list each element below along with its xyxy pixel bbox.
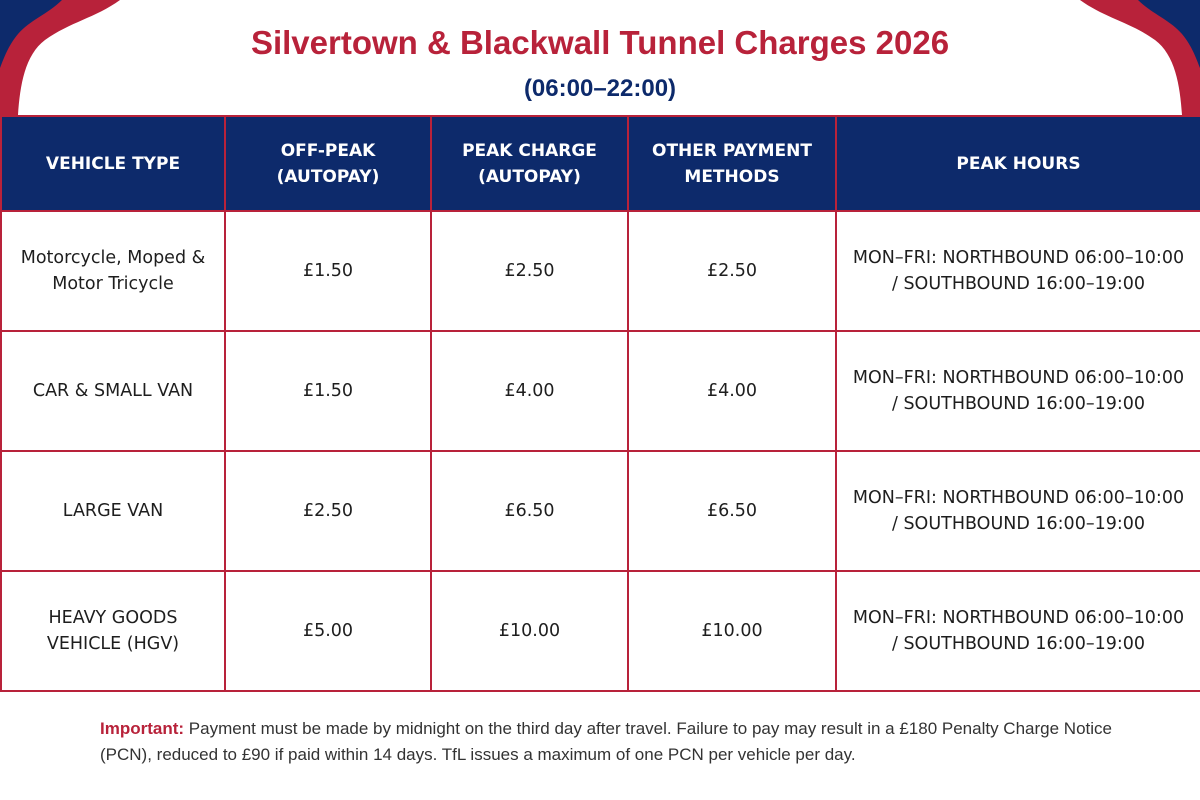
charges-table xyxy=(0,115,1200,692)
important-label: Important: xyxy=(100,719,185,738)
table-row xyxy=(1,571,1200,691)
cell-peak-charge: £2.50 xyxy=(431,211,628,331)
table-row xyxy=(1,331,1200,451)
cell-off-peak: £1.50 xyxy=(225,331,431,451)
page-subtitle: (06:00–22:00) xyxy=(523,75,677,102)
table-row xyxy=(1,451,1200,571)
table-header-row xyxy=(1,116,1200,211)
cell-peak-charge: £4.00 xyxy=(431,331,628,451)
cell-peak-hours: MON–FRI: NORTHBOUND 06:00–10:00 / SOUTHBOUND 16:00–19:00 xyxy=(836,571,1200,691)
header-other-payment: OTHER PAYMENT METHODS xyxy=(628,116,836,211)
cell-peak-hours: MON–FRI: NORTHBOUND 06:00–10:00 / SOUTHBOUND 16:00–19:00 xyxy=(836,211,1200,331)
header-off-peak: OFF-PEAK (AUTOPAY) xyxy=(225,116,431,211)
header-peak-hours: PEAK HOURS xyxy=(836,116,1200,211)
cell-off-peak: £5.00 xyxy=(225,571,431,691)
table-row xyxy=(1,211,1200,331)
cell-other-payment: £10.00 xyxy=(628,571,836,691)
cell-vehicle-type: Motorcycle, Moped & Motor Tricycle xyxy=(1,211,225,331)
important-text: Payment must be made by midnight on the third day after travel. Failure to pay may result in a £180 Penalty Charge Notice (PCN), reduced to £90 if paid within 14 days. TfL issues a maximum of one PCN per vehicle per day. xyxy=(100,719,1112,764)
cell-off-peak: £1.50 xyxy=(225,211,431,331)
header-peak-charge: PEAK CHARGE (AUTOPAY) xyxy=(431,116,628,211)
cell-peak-charge: £10.00 xyxy=(431,571,628,691)
cell-other-payment: £6.50 xyxy=(628,451,836,571)
page-title: Silvertown & Blackwall Tunnel Charges 2026 xyxy=(250,24,950,61)
important-notice xyxy=(100,716,1130,768)
cell-off-peak: £2.50 xyxy=(225,451,431,571)
cell-peak-hours: MON–FRI: NORTHBOUND 06:00–10:00 / SOUTHBOUND 16:00–19:00 xyxy=(836,451,1200,571)
cell-other-payment: £2.50 xyxy=(628,211,836,331)
header-vehicle-type: VEHICLE TYPE xyxy=(1,116,225,211)
cell-vehicle-type: HEAVY GOODS VEHICLE (HGV) xyxy=(1,571,225,691)
cell-peak-charge: £6.50 xyxy=(431,451,628,571)
cell-vehicle-type: LARGE VAN xyxy=(1,451,225,571)
cell-vehicle-type: CAR & SMALL VAN xyxy=(1,331,225,451)
cell-other-payment: £4.00 xyxy=(628,331,836,451)
cell-peak-hours: MON–FRI: NORTHBOUND 06:00–10:00 / SOUTHBOUND 16:00–19:00 xyxy=(836,331,1200,451)
